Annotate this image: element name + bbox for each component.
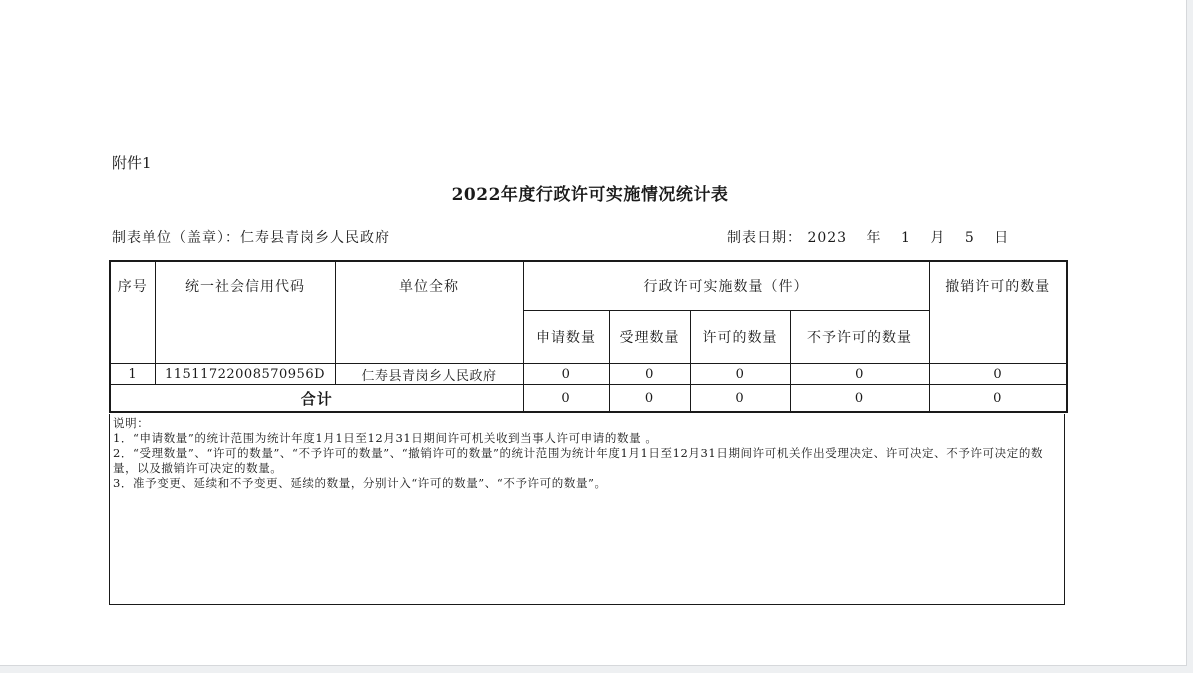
preparing-unit-label: 制表单位（盖章）： [112, 230, 240, 246]
date-day-unit: 日 [994, 230, 1010, 246]
note-item-1: 1．“申请数量”的统计范围为统计年度1月1日至12月31日期间许可机关收到当事人许可申请的数量 。 [113, 431, 658, 445]
preparation-date [727, 227, 1009, 247]
header-revoked: 撤销许可的数量 [929, 261, 1067, 364]
cell-permitted: 0 [690, 364, 790, 385]
attachment-label: 附件1 [112, 154, 152, 172]
header-implementation-group: 行政许可实施数量（件） [523, 261, 929, 311]
subheader-not-permitted: 不予许可的数量 [790, 311, 929, 364]
cell-credit-code: 11511722008570956D [155, 364, 335, 385]
date-label: 制表日期： [727, 230, 802, 246]
date-day: 5 [964, 230, 975, 246]
notes-box [109, 414, 1065, 605]
total-accepted: 0 [609, 385, 690, 413]
total-not-permitted: 0 [790, 385, 929, 413]
table-header-row [110, 261, 1067, 311]
cell-unit-full-name: 仁寿县青岗乡人民政府 [335, 364, 523, 385]
total-label: 合计 [110, 385, 523, 413]
cell-not-permitted: 0 [790, 364, 929, 385]
statistics-table [109, 260, 1068, 413]
preparing-unit-name: 仁寿县青岗乡人民政府 [240, 230, 390, 246]
date-year-unit: 年 [866, 230, 882, 246]
cell-revoked: 0 [929, 364, 1067, 385]
header-seq: 序号 [110, 261, 155, 364]
date-month-unit: 月 [930, 230, 946, 246]
cell-accepted: 0 [609, 364, 690, 385]
subheader-permitted: 许可的数量 [690, 311, 790, 364]
header-unit-full-name: 单位全称 [335, 261, 523, 364]
header-credit-code: 统一社会信用代码 [155, 261, 335, 364]
cell-applications: 0 [523, 364, 609, 385]
note-item-2: 2．“受理数量”、“许可的数量”、“不予许可的数量”、“撤销许可的数量”的统计范围为统计年度1月1日至12月31日期间许可机关作出受理决定、许可决定、不予许可决定的数量，以及撤销许可决定的数量。 [113, 446, 1044, 475]
total-revoked: 0 [929, 385, 1067, 413]
subheader-accepted: 受理数量 [609, 311, 690, 364]
cell-seq: 1 [110, 364, 155, 385]
preparing-unit [112, 227, 390, 247]
date-month: 1 [901, 230, 911, 246]
subheader-applications: 申请数量 [523, 311, 609, 364]
total-applications: 0 [523, 385, 609, 413]
document-title: 2022年度行政许可实施情况统计表 [451, 185, 729, 205]
total-permitted: 0 [690, 385, 790, 413]
date-year: 2023 [807, 230, 848, 246]
note-item-3: 3．准予变更、延续和不予变更、延续的数量，分别计入“许可的数量”、“不予许可的数量”。 [113, 476, 607, 490]
notes-heading: 说明： [113, 416, 150, 430]
table-row [110, 364, 1067, 385]
table-total-row [110, 385, 1067, 413]
